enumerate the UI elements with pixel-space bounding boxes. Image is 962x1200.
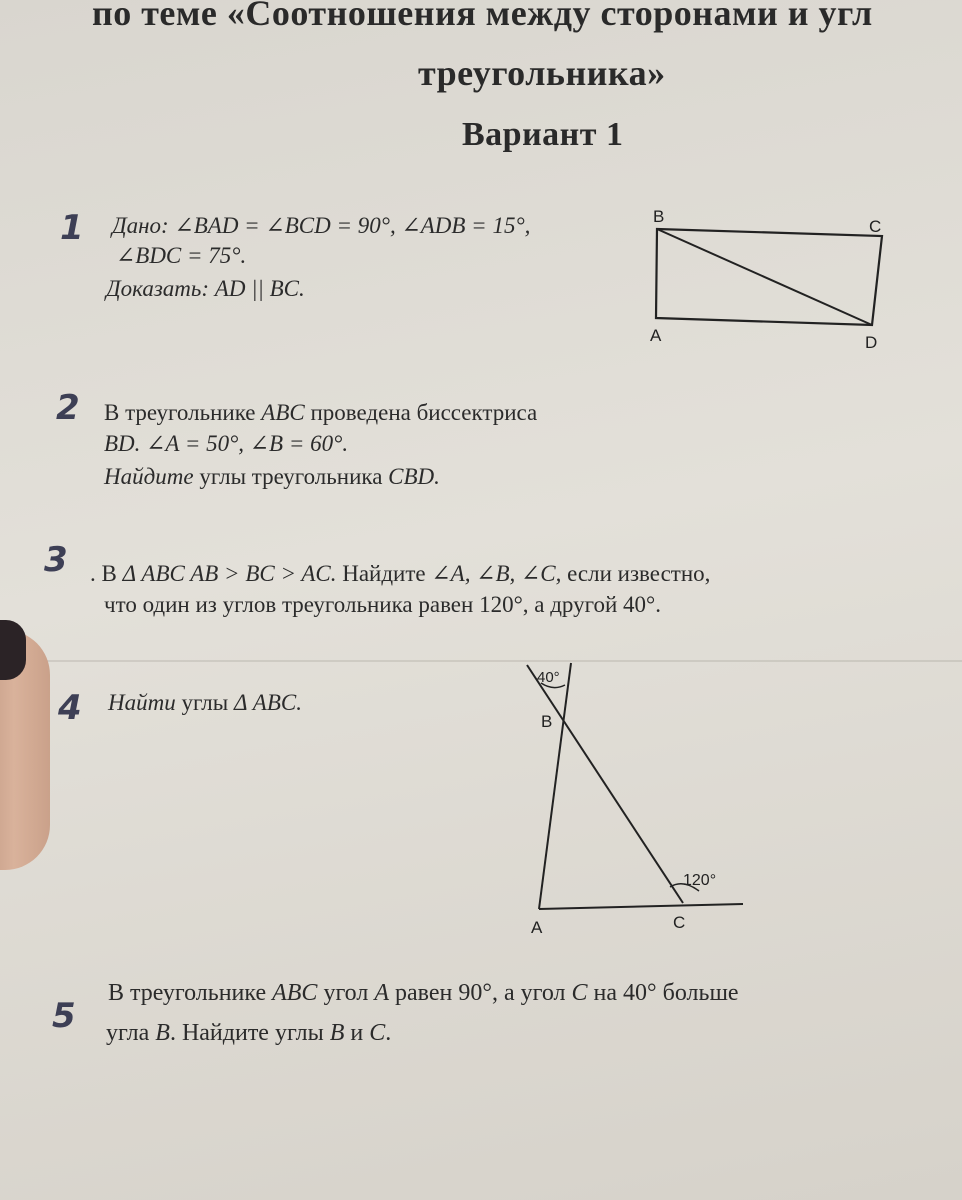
angle-40-label: 40°	[537, 669, 560, 686]
task5-angle-a: A	[374, 980, 390, 1006]
task5-angle-b-2: B	[329, 1020, 345, 1046]
task5-text-6: . Найдите углы	[169, 1020, 330, 1046]
header-topic-line: по теме «Соотношения между сторонами и угл	[92, 0, 873, 33]
task5-text: В треугольнике	[108, 980, 273, 1006]
label-a: A	[650, 326, 662, 345]
task2-triangle: ABC	[261, 400, 305, 425]
task3-line2: что один из углов треугольника равен 120°, а другой 40°.	[104, 592, 661, 617]
task2-line3	[104, 464, 440, 490]
task5-text-4: на 40° больше	[587, 980, 739, 1006]
task3-angles: ∠A, ∠B, ∠C,	[431, 561, 562, 586]
label-b: B	[541, 712, 553, 731]
label-b: B	[653, 207, 665, 226]
task1-figure	[640, 200, 900, 355]
task3-text-2: Найдите	[336, 561, 432, 586]
diagonal-bd	[657, 229, 872, 325]
task4-line	[108, 690, 302, 716]
task4-triangle: Δ ABC.	[233, 690, 302, 715]
task1-given-label: Дано:	[112, 213, 169, 238]
task1-number: 1	[60, 208, 84, 248]
task3-condition: Δ ABC AB > BC > AC.	[122, 561, 337, 586]
task5-text-5: угла	[106, 1020, 156, 1046]
label-c: C	[673, 913, 686, 932]
line-ac-extended	[539, 904, 743, 909]
task2-text-3: углы треугольника	[193, 464, 389, 489]
task2-number: 2	[56, 388, 80, 428]
fingernail-image	[0, 620, 26, 680]
task1-given-line1: ∠BAD = ∠BCD = 90°, ∠ADB = 15°,	[174, 213, 531, 238]
task5-angle-b: B	[155, 1020, 170, 1046]
task5-text-7: и	[344, 1020, 370, 1046]
task3-line1	[90, 561, 710, 587]
paper-fold-crease	[0, 660, 962, 662]
task3-text-3: если известно,	[561, 561, 711, 586]
line-bc-extended	[527, 665, 683, 903]
task5-number: 5	[52, 996, 76, 1036]
task4-number: 4	[58, 688, 82, 728]
task2-text-2: проведена биссектриса	[304, 400, 538, 425]
task2-target: CBD.	[388, 464, 440, 489]
task1-prove-label: Доказать:	[106, 276, 210, 301]
task2-text: В треугольнике	[104, 400, 262, 425]
task5-text-2: угол	[317, 980, 375, 1006]
task3-text: . В	[90, 561, 123, 586]
task2-line1	[104, 400, 537, 426]
header-topic-line-2: треугольника»	[418, 53, 666, 93]
task2-line2: BD. ∠A = 50°, ∠B = 60°.	[104, 431, 349, 456]
task1-given	[112, 213, 530, 239]
label-c: C	[869, 217, 882, 236]
label-d: D	[865, 333, 878, 352]
task1-given-line2: ∠BDC = 75°.	[116, 243, 247, 268]
task5-text-8: .	[385, 1020, 392, 1046]
task1-prove	[106, 276, 305, 302]
task5-text-3: равен 90°, а угол	[389, 980, 572, 1006]
task4-figure	[515, 655, 755, 945]
task4-text: углы	[175, 690, 234, 715]
line-ab-extended	[539, 663, 571, 909]
task2-find: Найдите	[104, 464, 194, 489]
variant-title: Вариант 1	[462, 116, 624, 153]
task5-line2	[106, 1020, 391, 1047]
task3-number: 3	[44, 540, 68, 580]
task5-line1	[108, 980, 739, 1007]
angle-120-label: 120°	[683, 872, 717, 889]
task5-angle-c-2: C	[369, 1020, 386, 1046]
task5-angle-c: C	[571, 980, 588, 1006]
task1-prove-text: AD || BC.	[214, 276, 305, 301]
task4-find: Найти	[108, 690, 176, 715]
task5-triangle: ABC	[272, 980, 318, 1006]
label-a: A	[531, 918, 543, 937]
